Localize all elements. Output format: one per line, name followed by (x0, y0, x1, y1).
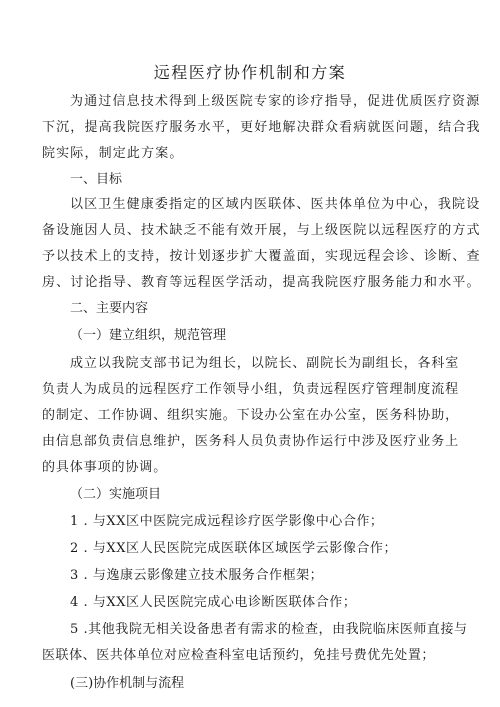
intro-line-3: 院实际，制定此方案。 (42, 146, 184, 161)
subsection-2-heading: （二）实施项目 (70, 487, 162, 502)
project-item-3: 3 . 与逸康云影像建立技术服务合作框架； (70, 568, 324, 583)
intro-line-1: 为通过信息技术得到上级医院专家的诊疗指导，促进优质医疗资源 (70, 94, 481, 109)
section-1-line-3: 予以技术上的支持，按计划逐步扩大覆盖面，实现远程会诊、诊断、查 (42, 249, 481, 264)
project-item-5-cont: 医联体、医共体单位对应检查科室电话预约，免挂号费优先处置； (42, 648, 435, 663)
subsection-1-line-1: 成立以我院支部书记为组长，以院长、副院长为副组长，各科室 (70, 356, 460, 371)
subsection-1-line-5: 的具体事项的协调。 (42, 460, 168, 475)
section-1-line-2: 备设施因人员、技术缺乏不能有效开展，与上级医院以远程医疗的方式 (42, 223, 481, 238)
section-1-line-1: 以区卫生健康委指定的区域内医联体、医共体单位为中心，我院设 (70, 197, 481, 212)
section-1-line-4: 房、讨论指导、教育等远程医学活动，提高我院医疗服务能力和水平。 (42, 275, 481, 290)
document-title: 远程医疗协作机制和方案 (153, 63, 347, 82)
project-item-2: 2 . 与XX区人民医院完成医联体区域医学云影像合作； (70, 541, 398, 556)
section-2-heading: 二、主要内容 (70, 301, 149, 316)
subsection-1-heading: （一）建立组织，规范管理 (70, 328, 227, 343)
subsection-1-line-4: 由信息部负责信息维护，医务科人员负责协作运行中涉及医疗业务上 (42, 434, 460, 449)
subsection-1-line-2: 负责人为成员的远程医疗工作领导小组，负责远程医疗管理制度流程 (42, 382, 460, 397)
subsection-1-line-3: 的制定、工作协调、组织实施。下设办公室在办公室，医务科协助， (42, 408, 460, 423)
project-item-1: 1 . 与XX区中医院完成远程诊疗医学影像中心合作； (70, 514, 384, 529)
project-item-5: 5 .其他我院无相关设备患者有需求的检查，由我院临床医师直接与 (70, 622, 468, 637)
project-item-4: 4 . 与XX区人民医院完成心电诊断医联体合作； (70, 595, 357, 610)
subsection-3-heading: (三)协作机制与流程 (70, 676, 185, 691)
section-1-heading: 一、目标 (70, 172, 123, 187)
intro-line-2: 下沉，提高我院医疗服务水平，更好地解决群众看病就医问题，结合我 (42, 120, 481, 135)
